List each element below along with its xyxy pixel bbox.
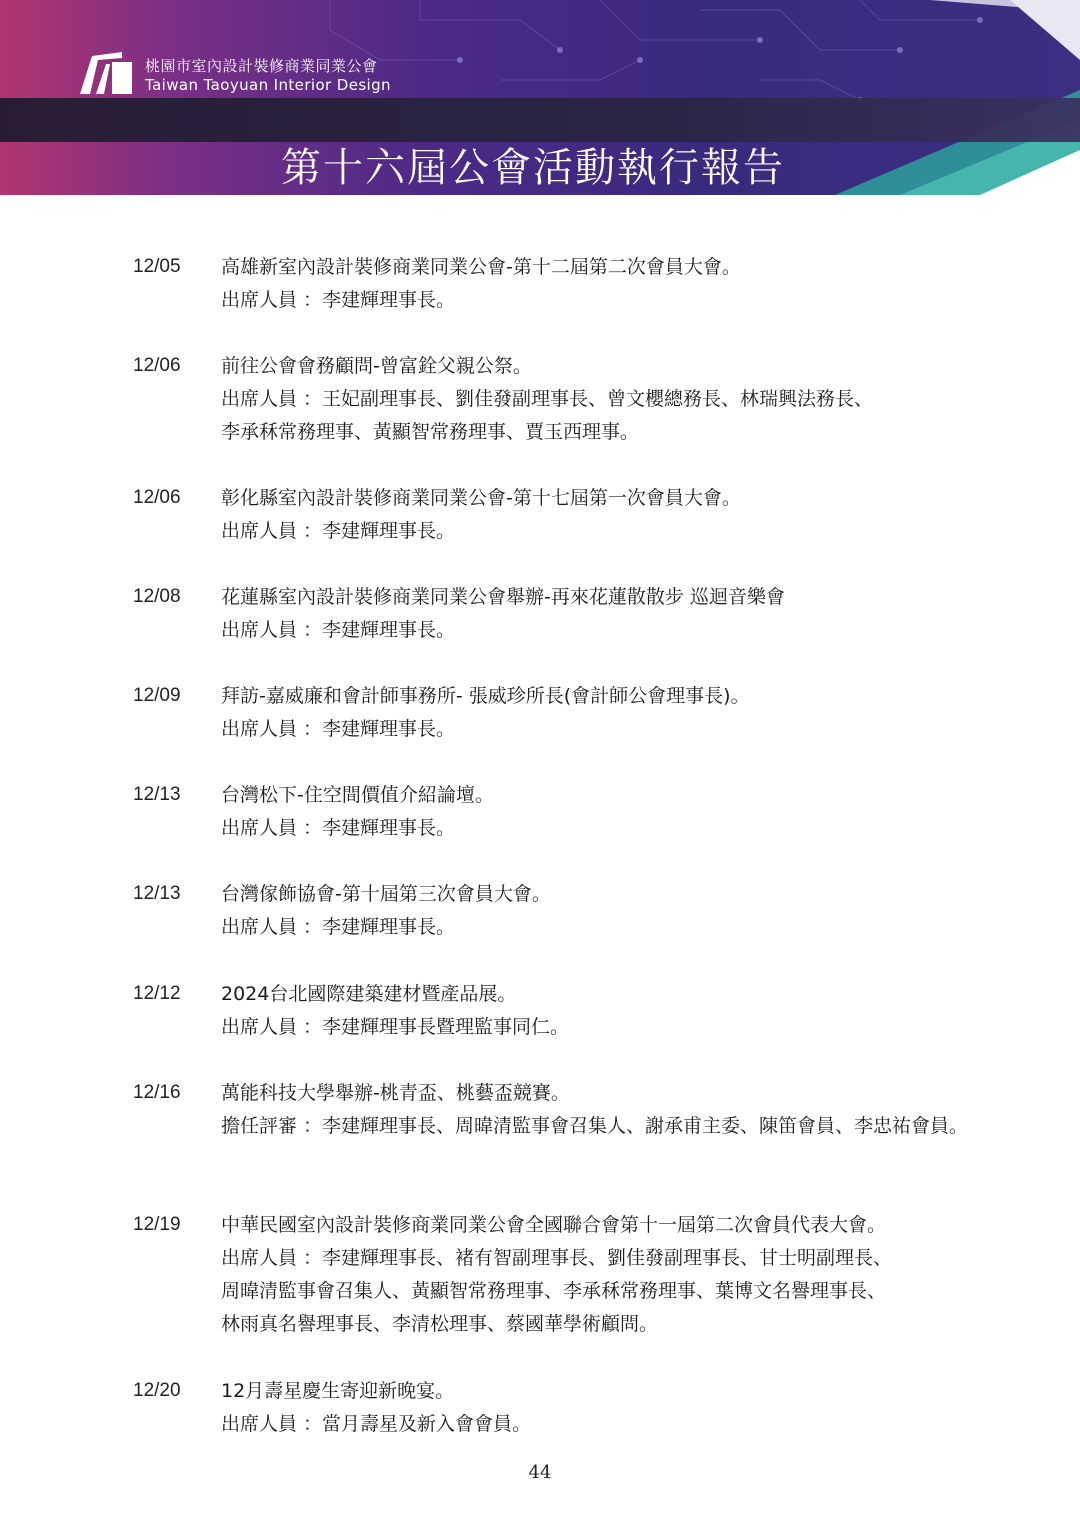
entry-event: 台灣傢飾協會-第十屆第三次會員大會。	[221, 883, 551, 905]
entry-attendees: 出席人員 ：李建輝理事長暨理監事同仁。	[221, 1016, 570, 1038]
entry-date: 12/06	[133, 487, 181, 508]
entry-date: 12/19	[133, 1214, 181, 1235]
entry-event: 彰化縣室內設計裝修商業同業公會-第十七屆第一次會員大會。	[221, 487, 741, 509]
entry-attendees-continued: 周暐清監事會召集人、黃顯智常務理事、李承秝常務理事、葉博文名譽理事長、	[221, 1280, 887, 1302]
entry-event: 12月壽星慶生寄迎新晚宴。	[221, 1380, 455, 1402]
entry-attendees: 出席人員 ：李建輝理事長。	[221, 289, 456, 311]
entry-date: 12/13	[133, 883, 181, 904]
entry-date: 12/09	[133, 685, 181, 706]
entry-attendees: 出席人員 ：王妃副理事長、劉佳發副理事長、曾文櫻總務長、林瑞興法務長、	[221, 388, 874, 410]
entry-date: 12/13	[133, 784, 181, 805]
entry-event: 中華民國室內設計裝修商業同業公會全國聯合會第十一屆第二次會員代表大會。	[221, 1214, 887, 1236]
entry-event: 前往公會會務顧問-曾富銓父親公祭。	[221, 355, 532, 377]
entry-attendees-continued: 李承秝常務理事、黃顯智常務理事、賈玉西理事。	[221, 421, 640, 443]
entry-date: 12/08	[133, 586, 181, 607]
association-name-english: Taiwan Taoyuan Interior Design	[145, 76, 391, 94]
entry-attendees: 出席人員 ：李建輝理事長。	[221, 817, 456, 839]
entry-event: 2024台北國際建築建材暨產品展。	[221, 983, 517, 1005]
association-name-chinese: 桃園市室內設計裝修商業同業公會	[145, 57, 378, 75]
entry-date: 12/06	[133, 355, 181, 376]
entry-event: 萬能科技大學舉辦-桃青盃、桃藝盃競賽。	[221, 1082, 570, 1104]
entry-attendees: 出席人員 ：李建輝理事長、褚有智副理事長、劉佳發副理事長、甘士明副理長、	[221, 1247, 893, 1269]
entry-attendees: 出席人員 ：李建輝理事長。	[221, 718, 456, 740]
page-number: 44	[528, 1462, 552, 1483]
entry-attendees: 出席人員 ：當月壽星及新入會會員。	[221, 1413, 532, 1435]
entry-event: 拜訪-嘉威廉和會計師事務所- 張威珍所長(會計師公會理事長)。	[221, 685, 750, 707]
entry-date: 12/20	[133, 1380, 181, 1401]
entry-attendees: 出席人員 ：李建輝理事長。	[221, 619, 456, 641]
entry-judges: 擔任評審 ：李建輝理事長、周暐清監事會召集人、謝承甫主委、陳笛會員、李忠祐會員。	[221, 1115, 969, 1137]
entry-date: 12/16	[133, 1082, 181, 1103]
association-logo-icon	[78, 48, 134, 96]
entry-date: 12/05	[133, 256, 181, 277]
entry-date: 12/12	[133, 983, 181, 1004]
header-banner	[0, 0, 1080, 195]
entry-attendees: 出席人員 ：李建輝理事長。	[221, 520, 456, 542]
entry-event: 高雄新室內設計裝修商業同業公會-第十二屆第二次會員大會。	[221, 256, 741, 278]
entry-attendees: 出席人員 ：李建輝理事長。	[221, 916, 456, 938]
report-title: 第十六屆公會活動執行報告	[281, 145, 785, 191]
entry-attendees-continued: 林雨真名譽理事長、李清松理事、蔡國華學術顧問。	[221, 1313, 659, 1335]
entry-event: 台灣松下-住空間價值介紹論壇。	[221, 784, 494, 806]
entry-event: 花蓮縣室內設計裝修商業同業公會舉辦-再來花蓮散散步 巡迴音樂會	[221, 586, 785, 608]
